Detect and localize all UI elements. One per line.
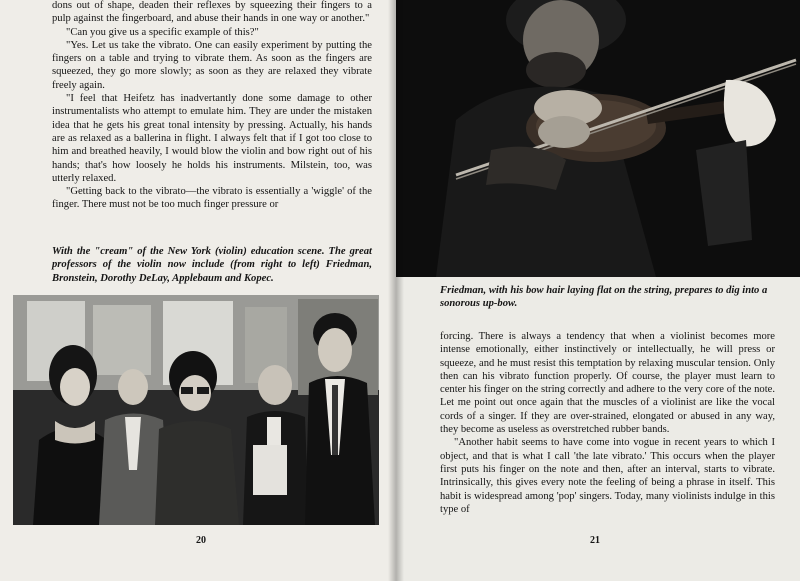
group-photo <box>13 295 379 525</box>
right-body-text <box>440 330 775 516</box>
violinist-photo-caption: Friedman, with his bow hair laying flat on the string, prepares to dig into a sonorous up-bow. <box>440 285 768 310</box>
paragraph: "Can you give us a specific example of this?" <box>66 26 259 38</box>
right-page <box>396 0 800 581</box>
book-gutter <box>388 0 404 581</box>
group-photo-caption: With the "cream" of the New York (violin) education scene. The great professors of the violin now include (from right to left) Friedman, Bronstein, Dorothy DeLay, Applebaum and Kopec. <box>52 246 372 284</box>
left-page <box>0 0 396 581</box>
page-number: 21 <box>590 535 600 546</box>
group-photo-image <box>13 295 379 525</box>
paragraph: "Getting back to the vibrato—the vibrato is essentially a 'wiggle' of the finger. There must not be too much finger pressure or <box>52 186 372 211</box>
paragraph: "I feel that Heifetz has inadvertantly done some damage to other instrumentalists who attempt to emulate him. They are under the mistaken idea that he gets his great tonal intensity by pressing. Actually, his hands are as relaxed as a ballerina in flight. I always felt that if I got too close to him and breathed heavily, I would blow the violin and bow right out of his hands; that's how loosely he holds his instruments. Milstein, too, was utterly relaxed. <box>52 93 372 184</box>
left-body-text <box>52 0 372 212</box>
paragraph: forcing. There is always a tendency that when a violinist becomes more intense emotionally, either instinctively or intellectually, he will press or squeeze, and he must resist this temptation by relaxing muscular tension. Only then can his vibrato function properly. Of course, the player must learn to center his finger on the string correctly and adhere to the very core of the note. Let me point out once again that the muscles of a violinist are like the vocal cords of a singer. If they are over-strained, elongated or abused in any way, they become as useless as overstretched rubber bands. <box>440 331 775 436</box>
paragraph: "Yes. Let us take the vibrato. One can easily experiment by putting the fingers on a table and trying to vibrate them. As soon as the fingers are squeezed, they go more slowly; as soon as they are relaxed they vibrate freely again. <box>52 39 372 91</box>
paragraph: "Another habit seems to have come into vogue in recent years to which I object, and that is what I call 'the late vibrato.' This occurs when the player first puts his finger on the note and then, after an interval, starts to vibrate. Intrinsically, this gives every note the feeling of being a phrase in itself. This habit is widespread among 'pop' singers. Today, many violinists indulge in this type of <box>440 437 775 515</box>
paragraph: dons out of shape, deaden their reflexes by squeezing their fingers to a pulp against the fingerboard, and abuse their hands in one way or another." <box>52 0 372 25</box>
violinist-photo <box>396 0 800 277</box>
violinist-photo-image <box>396 0 800 277</box>
page-number: 20 <box>196 535 206 546</box>
